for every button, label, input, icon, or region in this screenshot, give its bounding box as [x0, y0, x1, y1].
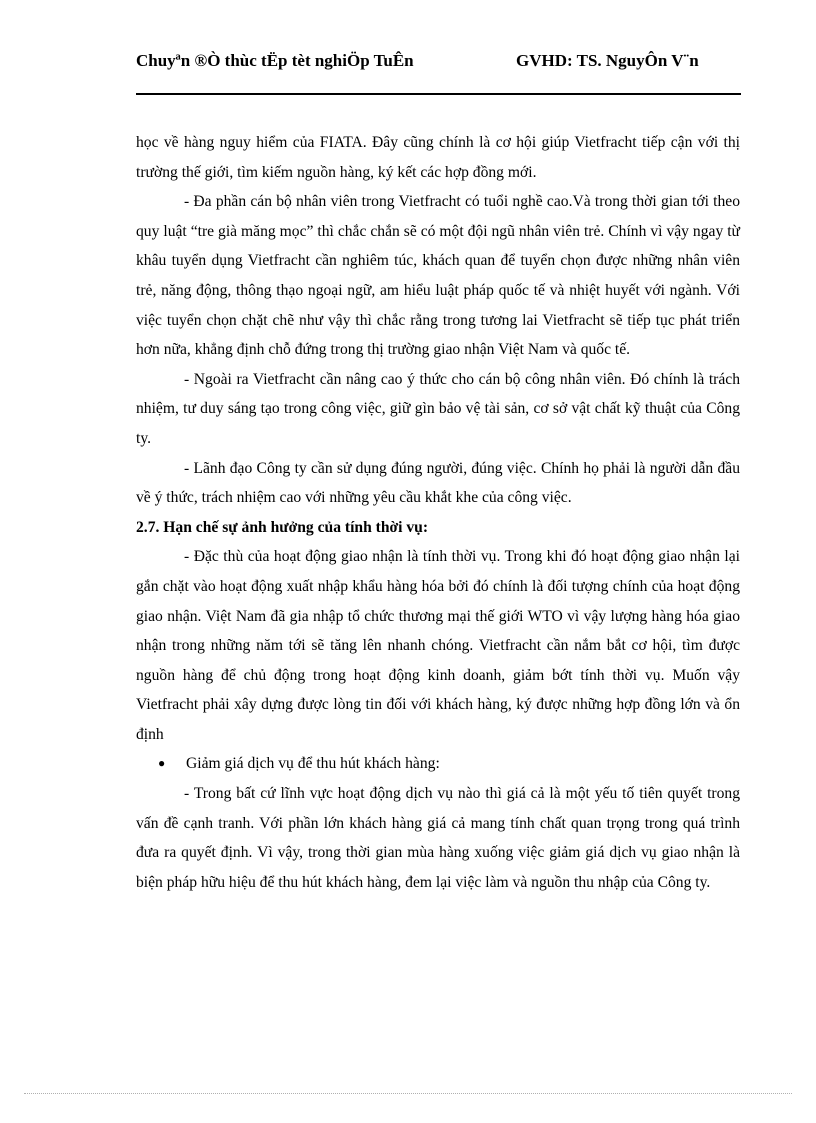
page-header [136, 46, 741, 93]
header-divider [136, 93, 741, 95]
page-bottom-divider [24, 1093, 792, 1094]
paragraph-staff-awareness: - Ngoài ra Vietfracht cần nâng cao ý thức cho cán bộ công nhân viên. Đó chính là trách nhiệm, tư duy sáng tạo trong công việc, giữ gìn bảo vệ tài sản, cơ sở vật chất kỹ thuật của Công ty. [136, 370, 740, 447]
bullet-icon: ● [158, 756, 166, 771]
paragraph-pricing: - Trong bất cứ lĩnh vực hoạt động dịch vụ nào thì giá cả là một yếu tố tiên quyết trong vấn đề cạnh tranh. Với phần lớn khách hàng giá cả mang tính chất quan trọng trong quá trình đưa ra quyết định. Vì vậy, trong thời gian mùa hàng xuống việc giảm giá dịch vụ giao nhận là biện pháp hữu hiệu để thu hút khách hàng, đem lại việc làm và nguồn thu nhập của Công ty. [136, 785, 740, 891]
paragraph-seasonality: - Đặc thù của hoạt động giao nhận là tính thời vụ. Trong khi đó hoạt động giao nhận lại gắn chặt vào hoạt động xuất nhập khẩu hàng hóa bởi đó chính là đối tượng chính của hoạt động giao nhận. Việt Nam đã gia nhập tổ chức thương mại thế giới WTO vì vậy lượng hàng hóa giao nhận trong những năm tới sẽ tăng lên nhanh chóng. Vietfracht cần nắm bắt cơ hội, tìm được nguồn hàng để chủ động trong hoạt động kinh doanh, giảm bớt tính thời vụ. Muốn vậy Vietfracht phải xây dựng được lòng tin đối với khách hàng, ký được những hợp đồng lớn và ổn định [136, 548, 740, 743]
bullet-item [136, 749, 740, 779]
paragraph-continuation: học về hàng nguy hiểm của FIATA. Đây cũng chính là cơ hội giúp Vietfracht tiếp cận với thị trường thế giới, tìm kiếm nguồn hàng, ký kết các hợp đồng mới. [136, 134, 740, 181]
paragraph-leadership: - Lãnh đạo Công ty cần sử dụng đúng người, đúng việc. Chính họ phải là người dẫn đầu về ý thức, trách nhiệm cao với những yêu cầu khắt khe của công việc. [136, 459, 740, 507]
header-supervisor: GVHD: TS. NguyÔn V¨n [516, 51, 699, 70]
section-heading: 2.7. Hạn chế sự ảnh hưởng của tính thời vụ: [136, 518, 429, 536]
bullet-label: Giảm giá dịch vụ để thu hút khách hàng: [186, 755, 440, 773]
header-title: Chuyªn ®Ò thùc tËp tèt nghiÖp TuÊn [136, 51, 414, 70]
paragraph-staff-age: - Đa phần cán bộ nhân viên trong Vietfracht có tuổi nghề cao.Và trong thời gian tới theo quy luật “tre già măng mọc” thì chắc chắn sẽ có một đội ngũ nhân viên trẻ. Chính vì vậy ngay từ khâu tuyển dụng Vietfracht cần nghiêm túc, khách quan để tuyển chọn được những nhân viên trẻ, năng động, thông thạo ngoại ngữ, am hiểu luật pháp quốc tế và nhiệt huyết với ngành. Với việc tuyển chọn chặt chẽ như vậy thì chắc rằng trong tương lai Vietfracht sẽ tiếp tục phát triển hơn nữa, khẳng định chỗ đứng trong thị trường giao nhận Việt Nam và quốc tế. [136, 193, 740, 359]
document-body [136, 128, 740, 897]
